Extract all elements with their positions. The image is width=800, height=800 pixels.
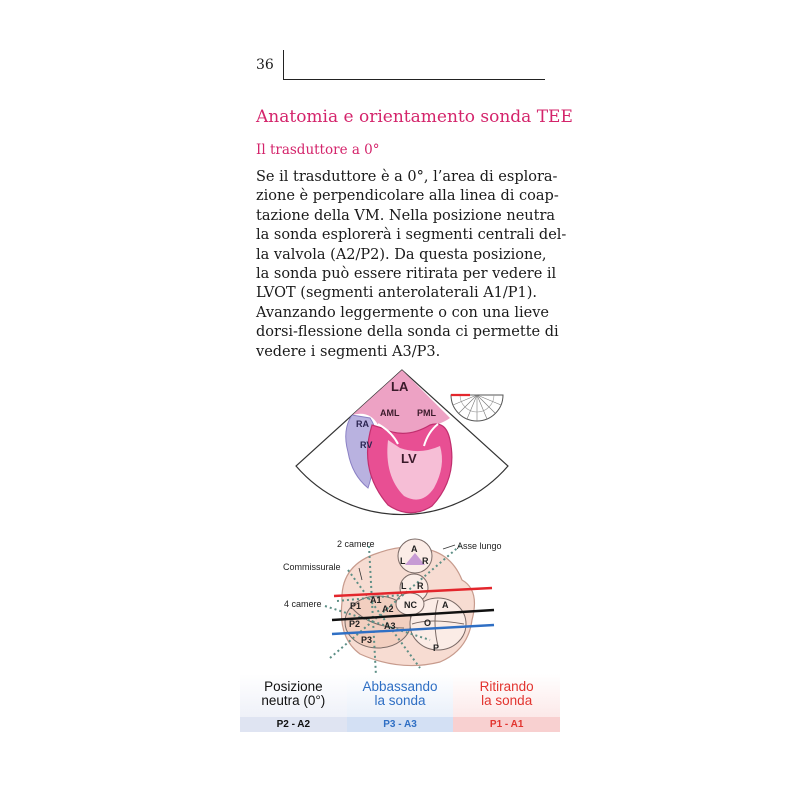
probe-angle-icon xyxy=(451,395,503,421)
label-lv: LV xyxy=(401,451,417,466)
probe-position-panel xyxy=(240,674,560,732)
body-line: la sonda esplorerà i segmenti centrali del- xyxy=(256,227,567,244)
panel-neutral-line1: Posizione xyxy=(264,679,323,694)
section-title: Anatomia e orientamento sonda TEE xyxy=(256,107,573,127)
panel-withdrawing-line2: la sonda xyxy=(481,693,533,708)
label-pml: PML xyxy=(417,408,436,418)
body-line: la valvola (A2/P2). Da questa posizione, xyxy=(256,246,547,263)
label-long-axis: Asse lungo xyxy=(457,541,502,551)
label-aml: AML xyxy=(380,408,400,418)
panel-lowering-probe xyxy=(347,674,454,732)
panel-lowering-segments: P3 - A3 xyxy=(347,717,454,732)
panel-withdrawing-line1: Ritirando xyxy=(479,679,534,694)
segment-a1: A1 xyxy=(370,595,382,605)
cusp-nc: NC xyxy=(404,600,417,610)
body-line: LVOT (segmenti anterolaterali A1/P1). xyxy=(256,285,538,302)
body-line: la sonda può essere ritirata per vedere il xyxy=(256,266,557,283)
echo-sector-figure xyxy=(296,370,508,515)
panel-withdrawing-label xyxy=(453,680,560,708)
label-ra: RA xyxy=(356,419,369,429)
panel-neutral-segments: P2 - A2 xyxy=(240,717,347,732)
panel-withdrawing-probe xyxy=(453,674,560,732)
label-la: LA xyxy=(391,379,409,394)
segment-a3: A3 xyxy=(384,621,396,631)
page-number: 36 xyxy=(256,57,274,73)
body-line: Avanzando leggermente o con una lieve xyxy=(256,304,549,321)
panel-neutral-label xyxy=(240,680,347,708)
panel-lowering-line2: la sonda xyxy=(374,693,426,708)
cusp-l-mid: L xyxy=(401,581,407,591)
panel-neutral-line2: neutra (0°) xyxy=(261,693,326,708)
panel-neutral-position xyxy=(240,674,347,732)
body-line: Se il trasduttore è a 0°, l’area di esplora- xyxy=(256,169,558,185)
body-line: vedere i segmenti A3/P3. xyxy=(256,343,441,360)
label-rv: RV xyxy=(360,440,373,450)
segment-p1: P1 xyxy=(350,601,362,611)
segment-a2: A2 xyxy=(382,604,394,614)
valve-diagram xyxy=(283,539,502,676)
panel-withdrawing-segments: P1 - A1 xyxy=(453,717,560,732)
segment-p2: P2 xyxy=(349,619,361,629)
cusp-o: O xyxy=(424,618,432,628)
label-four-chamber: 4 camere xyxy=(284,599,322,609)
segment-p3: P3 xyxy=(361,635,373,645)
label-commissural: Commissurale xyxy=(283,562,341,572)
subsection-title: Il trasduttore a 0° xyxy=(256,142,380,158)
body-line: tazione della VM. Nella posizione neutra xyxy=(256,207,556,224)
cusp-r-top: R xyxy=(422,556,429,566)
cusp-a-top: A xyxy=(411,544,418,554)
panel-lowering-line1: Abbassando xyxy=(362,679,438,694)
body-line: dorsi-flessione della sonda ci permette di xyxy=(256,324,559,341)
cusp-p: P xyxy=(433,643,440,653)
cusp-l-top: L xyxy=(400,556,406,566)
cusp-a-right: A xyxy=(442,600,449,610)
panel-lowering-label xyxy=(347,680,454,708)
label-two-chamber: 2 camere xyxy=(337,539,375,549)
body-line: zione è perpendicolare alla linea di coap- xyxy=(256,188,559,205)
cusp-r-mid: R xyxy=(417,581,424,591)
